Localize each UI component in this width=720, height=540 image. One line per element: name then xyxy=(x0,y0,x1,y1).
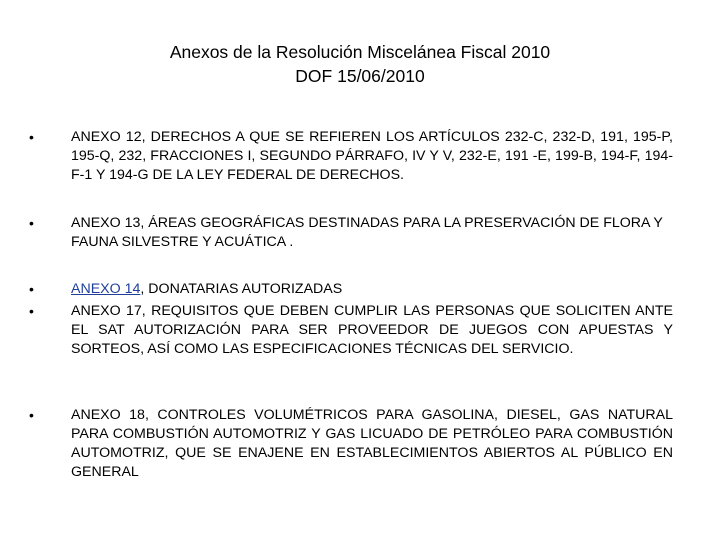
anexo-17-description: REQUISITOS QUE DEBEN CUMPLIR LAS PERSONAS QUE SOLICITEN ANTE EL SAT AUTORIZACIÓN PARA SER PROVEEDOR DE JUEGOS CON APUESTAS Y SORTEOS, ASÍ COMO LAS ESPECIFICACIONES TÉCNICAS DEL SERVICIO. xyxy=(71,303,673,357)
anexo-17-label: ANEXO 17, xyxy=(71,303,146,319)
anexo-12-text xyxy=(71,128,673,185)
bullet-icon: • xyxy=(29,281,34,297)
bullet-icon: • xyxy=(29,215,34,231)
title-line-1: Anexos de la Resolución Miscelánea Fiscal 2010 xyxy=(169,42,551,62)
anexo-12-label: ANEXO 12, xyxy=(71,129,146,145)
document-title xyxy=(0,40,720,88)
anexo-14-description: , DONATARIAS AUTORIZADAS xyxy=(140,281,343,297)
anexo-12-description: DERECHOS A QUE SE REFIEREN LOS ARTÍCULOS 232-C, 232-D, 191, 195-P, 195-Q, 232, FRACCIONES I, SEGUNDO PÁRRAFO, IV Y V, 232-E, 191 -E, 199-B, 194-F, 194-F-1 Y 194-G DE LA LEY FEDERAL DE DERECHOS. xyxy=(71,129,673,183)
anexo-17-text xyxy=(71,302,673,359)
bullet-icon: • xyxy=(29,303,34,319)
anexo-18-label: ANEXO 18, xyxy=(71,407,149,423)
anexo-18-text xyxy=(71,406,673,482)
anexo-13-label: ANEXO 13, xyxy=(71,215,145,231)
title-line-2: DOF 15/06/2010 xyxy=(295,66,425,86)
anexo-14-text xyxy=(71,280,673,299)
bullet-icon: • xyxy=(29,407,34,423)
anexo-14-link[interactable]: ANEXO 14 xyxy=(71,281,141,297)
anexo-13-text xyxy=(71,214,673,252)
anexo-13-description: ÁREAS GEOGRÁFICAS DESTINADAS PARA LA PRESERVACIÓN DE FLORA Y FAUNA SILVESTRE Y ACUÁTICA . xyxy=(71,215,663,250)
anexo-18-description: CONTROLES VOLUMÉTRICOS PARA GASOLINA, DIESEL, GAS NATURAL PARA COMBUSTIÓN AUTOMOTRIZ Y GAS LICUADO DE PETRÓLEO PARA COMBUSTIÓN AUTOMOTRIZ, QUE SE ENAJENE EN ESTABLECIMIENTOS ABIERTOS AL PÚBLICO EN GENERAL xyxy=(71,407,673,480)
bullet-icon: • xyxy=(29,129,34,145)
